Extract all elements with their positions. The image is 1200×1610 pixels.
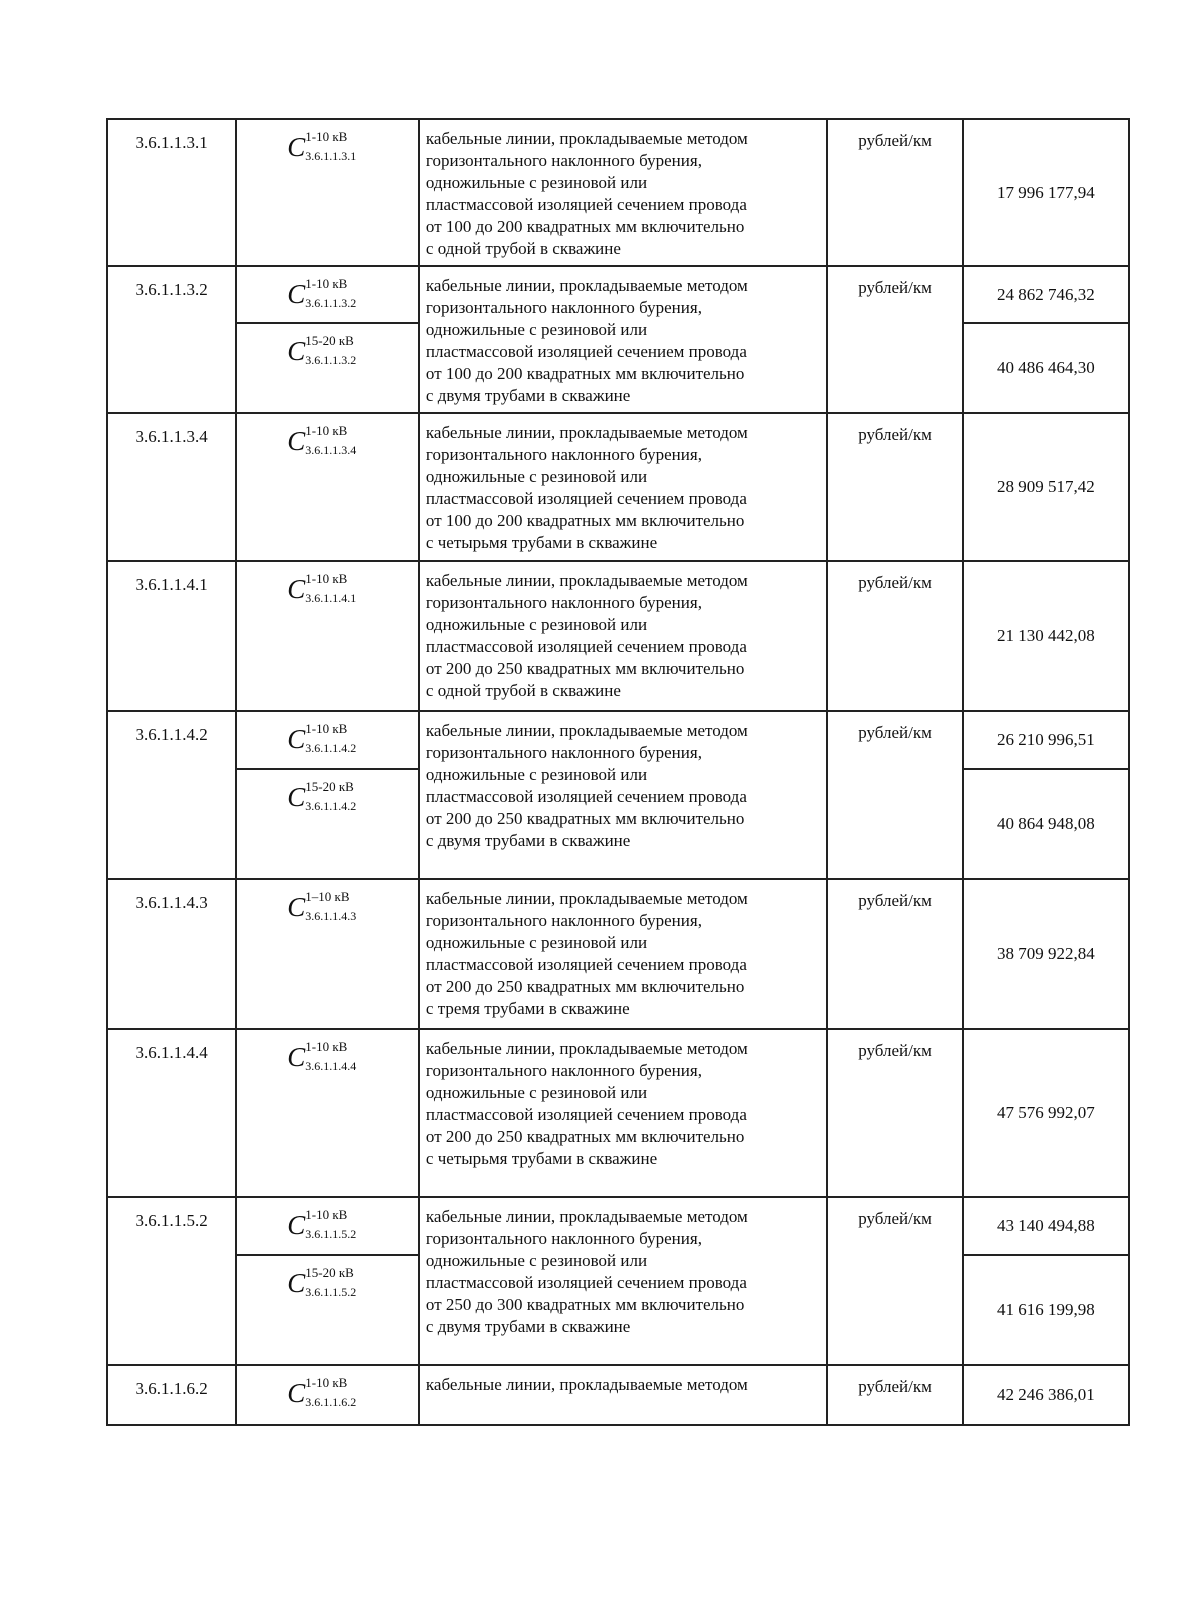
description-line: горизонтального наклонного бурения, [425, 151, 702, 170]
description-line: горизонтального наклонного бурения, [425, 743, 702, 762]
description-line: одножильные с резиновой или [425, 765, 648, 784]
description-line: кабельные линии, прокладываемые методом [425, 276, 748, 295]
tariff-symbol-cell [236, 879, 419, 1029]
symbol-voltage: 1-10 кВ [305, 423, 348, 438]
table-row [107, 1029, 1129, 1197]
tariff-symbol-cell [236, 266, 419, 323]
tariff-symbol-cell [236, 413, 419, 561]
tariff-symbol-cell [236, 1255, 419, 1365]
tariff-symbol [287, 334, 407, 370]
symbol-letter: C [287, 279, 306, 309]
description-line: горизонтального наклонного бурения, [425, 298, 702, 317]
description-line: пластмассовой изоляцией сечением провода [425, 787, 747, 806]
unit-of-measure: рублей/км [827, 561, 962, 711]
description-line: одножильные с резиновой или [425, 320, 648, 339]
symbol-voltage: 15-20 кВ [305, 333, 354, 348]
item-description [419, 1029, 827, 1197]
description-line: с тремя трубами в скважине [425, 999, 630, 1018]
item-code: 3.6.1.1.5.2 [107, 1197, 236, 1365]
item-code: 3.6.1.1.4.2 [107, 711, 236, 879]
tariff-symbol-cell [236, 561, 419, 711]
item-description [419, 879, 827, 1029]
rate-value: 47 576 992,07 [963, 1029, 1129, 1197]
description-line: горизонтального наклонного бурения, [425, 445, 702, 464]
unit-of-measure: рублей/км [827, 119, 962, 266]
description-line: с четырьмя трубами в скважине [425, 1149, 658, 1168]
table-row [107, 561, 1129, 711]
item-description [419, 711, 827, 879]
description-line: кабельные линии, прокладываемые методом [425, 889, 748, 908]
symbol-index: 3.6.1.1.5.2 [305, 1227, 357, 1241]
item-code: 3.6.1.1.4.4 [107, 1029, 236, 1197]
description-line: кабельные линии, прокладываемые методом [425, 571, 748, 590]
description-line: кабельные линии, прокладываемые методом [425, 423, 748, 442]
rate-value: 40 486 464,30 [963, 323, 1129, 413]
description-line: горизонтального наклонного бурения, [425, 593, 702, 612]
rate-value: 38 709 922,84 [963, 879, 1129, 1029]
rate-value: 17 996 177,94 [963, 119, 1129, 266]
unit-of-measure: рублей/км [827, 1029, 962, 1197]
description-line: кабельные линии, прокладываемые методом [425, 721, 748, 740]
description-line: от 200 до 250 квадратных мм включительно [425, 977, 745, 996]
item-code: 3.6.1.1.4.3 [107, 879, 236, 1029]
symbol-letter: C [287, 1042, 306, 1072]
description-line: от 100 до 200 квадратных мм включительно [425, 511, 745, 530]
item-description [419, 413, 827, 561]
unit-of-measure: рублей/км [827, 711, 962, 879]
table-row [107, 266, 1129, 323]
description-line: пластмассовой изоляцией сечением провода [425, 195, 747, 214]
symbol-index: 3.6.1.1.3.2 [305, 296, 357, 310]
rate-value: 41 616 199,98 [963, 1255, 1129, 1365]
symbol-letter: C [287, 1210, 306, 1240]
description-line: от 200 до 250 квадратных мм включительно [425, 809, 745, 828]
rate-value: 42 246 386,01 [963, 1365, 1129, 1425]
tariff-symbol [287, 780, 407, 816]
tariff-symbol-cell [236, 323, 419, 413]
table-row [107, 119, 1129, 266]
description-line: с двумя трубами в скважине [425, 386, 631, 405]
tariff-symbol [287, 1040, 407, 1076]
item-description [419, 266, 827, 413]
symbol-voltage: 15-20 кВ [305, 1265, 354, 1280]
tariff-symbol-cell [236, 769, 419, 879]
item-code: 3.6.1.1.3.4 [107, 413, 236, 561]
tariff-symbol-cell [236, 119, 419, 266]
symbol-letter: C [287, 782, 306, 812]
item-code: 3.6.1.1.4.1 [107, 561, 236, 711]
symbol-voltage: 1-10 кВ [305, 721, 348, 736]
symbol-voltage: 1-10 кВ [305, 276, 348, 291]
table-row [107, 1197, 1129, 1255]
symbol-index: 3.6.1.1.4.4 [305, 1059, 357, 1073]
item-code: 3.6.1.1.3.2 [107, 266, 236, 413]
tariff-symbol-cell [236, 1029, 419, 1197]
rate-value: 43 140 494,88 [963, 1197, 1129, 1255]
item-code: 3.6.1.1.6.2 [107, 1365, 236, 1425]
item-description [419, 561, 827, 711]
tariff-symbol [287, 130, 407, 166]
symbol-voltage: 1-10 кВ [305, 1375, 348, 1390]
description-line: одножильные с резиновой или [425, 933, 648, 952]
tariff-symbol [287, 1376, 407, 1412]
symbol-index: 3.6.1.1.4.1 [305, 591, 357, 605]
tariff-symbol [287, 572, 407, 608]
description-line: с одной трубой в скважине [425, 681, 621, 700]
description-line: кабельные линии, прокладываемые методом [425, 1207, 748, 1226]
unit-of-measure: рублей/км [827, 413, 962, 561]
symbol-index: 3.6.1.1.6.2 [305, 1395, 357, 1409]
symbol-letter: C [287, 1378, 306, 1408]
description-line: горизонтального наклонного бурения, [425, 1061, 702, 1080]
symbol-voltage: 1-10 кВ [305, 129, 348, 144]
symbol-index: 3.6.1.1.4.3 [305, 909, 357, 923]
tariff-symbol-cell [236, 1197, 419, 1255]
symbol-index: 3.6.1.1.3.4 [305, 443, 357, 457]
rate-value: 21 130 442,08 [963, 561, 1129, 711]
description-line: одножильные с резиновой или [425, 1251, 648, 1270]
description-line: пластмассовой изоляцией сечением провода [425, 342, 747, 361]
tariff-symbol [287, 1208, 407, 1244]
unit-of-measure: рублей/км [827, 879, 962, 1029]
symbol-voltage: 15-20 кВ [305, 779, 354, 794]
symbol-letter: C [287, 1268, 306, 1298]
rate-value: 24 862 746,32 [963, 266, 1129, 323]
rate-value: 26 210 996,51 [963, 711, 1129, 769]
description-line: от 100 до 200 квадратных мм включительно [425, 217, 745, 236]
description-line: кабельные линии, прокладываемые методом [425, 1375, 748, 1394]
description-line: от 200 до 250 квадратных мм включительно [425, 659, 745, 678]
table-row [107, 413, 1129, 561]
tariff-symbol [287, 424, 407, 460]
item-description [419, 1197, 827, 1365]
symbol-index: 3.6.1.1.3.2 [305, 353, 357, 367]
item-code: 3.6.1.1.3.1 [107, 119, 236, 266]
symbol-voltage: 1–10 кВ [305, 889, 350, 904]
description-line: от 250 до 300 квадратных мм включительно [425, 1295, 745, 1314]
rate-value: 28 909 517,42 [963, 413, 1129, 561]
unit-of-measure: рублей/км [827, 1365, 962, 1425]
symbol-voltage: 1-10 кВ [305, 571, 348, 586]
table-row [107, 879, 1129, 1029]
symbol-voltage: 1-10 кВ [305, 1207, 348, 1222]
table-row [107, 711, 1129, 769]
symbol-letter: C [287, 132, 306, 162]
symbol-index: 3.6.1.1.4.2 [305, 741, 357, 755]
description-line: с двумя трубами в скважине [425, 1317, 631, 1336]
tariff-symbol-cell [236, 1365, 419, 1425]
tariff-symbol [287, 277, 407, 313]
description-line: с одной трубой в скважине [425, 239, 621, 258]
table-row [107, 1365, 1129, 1425]
symbol-index: 3.6.1.1.5.2 [305, 1285, 357, 1299]
symbol-letter: C [287, 574, 306, 604]
description-line: с двумя трубами в скважине [425, 831, 631, 850]
description-line: от 200 до 250 квадратных мм включительно [425, 1127, 745, 1146]
description-line: одножильные с резиновой или [425, 615, 648, 634]
symbol-index: 3.6.1.1.3.1 [305, 149, 357, 163]
description-line: одножильные с резиновой или [425, 173, 648, 192]
description-line: пластмассовой изоляцией сечением провода [425, 637, 747, 656]
symbol-letter: C [287, 426, 306, 456]
unit-of-measure: рублей/км [827, 266, 962, 413]
rates-table [106, 118, 1130, 1426]
description-line: с четырьмя трубами в скважине [425, 533, 658, 552]
description-line: кабельные линии, прокладываемые методом [425, 129, 748, 148]
description-line: кабельные линии, прокладываемые методом [425, 1039, 748, 1058]
rate-value: 40 864 948,08 [963, 769, 1129, 879]
description-line: пластмассовой изоляцией сечением провода [425, 1273, 747, 1292]
symbol-letter: C [287, 892, 306, 922]
description-line: горизонтального наклонного бурения, [425, 1229, 702, 1248]
description-line: пластмассовой изоляцией сечением провода [425, 1105, 747, 1124]
symbol-letter: C [287, 336, 306, 366]
description-line: пластмассовой изоляцией сечением провода [425, 489, 747, 508]
item-description [419, 1365, 827, 1425]
symbol-index: 3.6.1.1.4.2 [305, 799, 357, 813]
tariff-symbol [287, 890, 407, 926]
tariff-symbol [287, 1266, 407, 1302]
tariff-symbol-cell [236, 711, 419, 769]
description-line: горизонтального наклонного бурения, [425, 911, 702, 930]
description-line: пластмассовой изоляцией сечением провода [425, 955, 747, 974]
description-line: одножильные с резиновой или [425, 467, 648, 486]
description-line: одножильные с резиновой или [425, 1083, 648, 1102]
item-description [419, 119, 827, 266]
symbol-voltage: 1-10 кВ [305, 1039, 348, 1054]
tariff-symbol [287, 722, 407, 758]
unit-of-measure: рублей/км [827, 1197, 962, 1365]
description-line: от 100 до 200 квадратных мм включительно [425, 364, 745, 383]
symbol-letter: C [287, 724, 306, 754]
